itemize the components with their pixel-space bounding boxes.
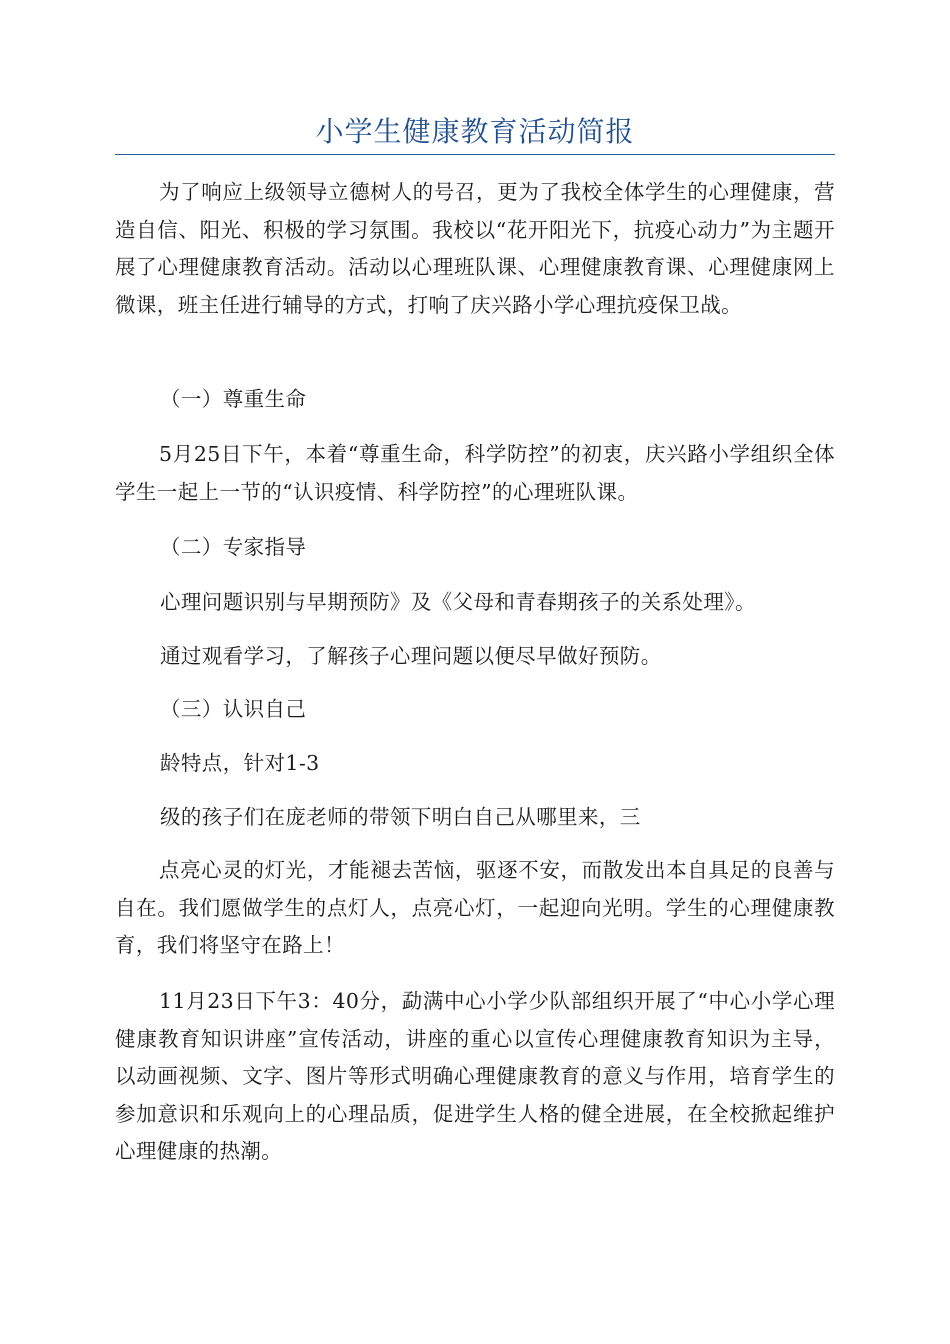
section-2-paragraph-b: 通过观看学习，了解孩子心理问题以便尽早做好预防。 (160, 644, 662, 668)
title-underline (115, 154, 835, 155)
section-2-paragraph-a: 心理问题识别与早期预防》及《父母和青春期孩子的关系处理》。 (160, 590, 756, 614)
section-heading-3: （三）认识自己 (160, 697, 307, 721)
closing-paragraph: 点亮心灵的灯光，才能褪去苦恼，驱逐不安，而散发出本自具足的良善与自在。我们愿做学生的点灯人，点亮心灯，一起迎向光明。学生的心理健康教育，我们将坚守在路上！ (115, 858, 835, 957)
page-title: 小学生健康教育活动简报 (315, 115, 635, 148)
lecture-paragraph: 11月23日下午3：40分，勐满中心小学少队部组织开展了“中心小学心理健康教育知识讲座”宣传活动，讲座的重心以宣传心理健康教育知识为主导，以动画视频、文字、图片等形式明确心理健康教育的意义与作用，培育学生的参加意识和乐观向上的心理品质，促进学生人格的健全进展，在全校掀起维护心理健康的热潮。 (115, 989, 835, 1163)
section-heading-2: （二）专家指导 (160, 535, 307, 559)
section-3-paragraph-a: 龄特点，针对1-3 (160, 751, 320, 775)
intro-paragraph: 为了响应上级领导立德树人的号召，更为了我校全体学生的心理健康，营造自信、阳光、积极的学习氛围。我校以“花开阳光下，抗疫心动力”为主题开展了心理健康教育活动。活动以心理班队课、心理健康教育课、心理健康网上微课，班主任进行辅导的方式，打响了庆兴路小学心理抗疫保卫战。 (115, 180, 835, 317)
section-3-paragraph-b: 级的孩子们在庞老师的带领下明白自己从哪里来，三 (160, 805, 641, 829)
section-heading-1: （一）尊重生命 (160, 387, 307, 411)
section-1-paragraph: 5月25日下午，本着“尊重生命，科学防控”的初衷，庆兴路小学组织全体学生一起上一节的“认识疫情、科学防控”的心理班队课。 (115, 442, 835, 504)
